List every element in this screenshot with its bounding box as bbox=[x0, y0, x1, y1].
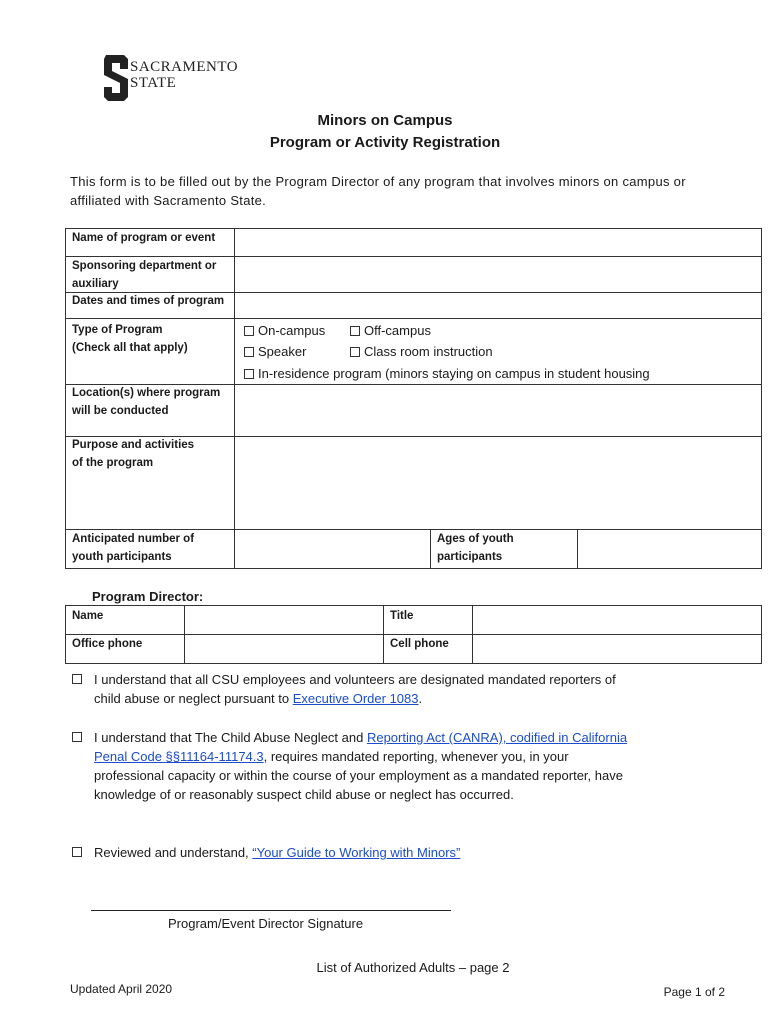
cell-phone-label: Cell phone bbox=[390, 638, 449, 650]
on-campus-label: On-campus bbox=[258, 323, 326, 338]
type-label bbox=[72, 322, 188, 357]
speaker-checkbox[interactable] bbox=[244, 347, 254, 357]
updated-date: Updated April 2020 bbox=[70, 982, 173, 996]
speaker-option[interactable] bbox=[244, 344, 306, 359]
classroom-checkbox[interactable] bbox=[350, 347, 360, 357]
next-page-note: List of Authorized Adults – page 2 bbox=[316, 960, 510, 975]
type-label-line-1: Type of Program bbox=[72, 324, 163, 336]
type-label-line-2: (Check all that apply) bbox=[72, 341, 188, 354]
in-residence-checkbox[interactable] bbox=[244, 369, 254, 379]
program-name-label: Name of program or event bbox=[72, 232, 216, 244]
classroom-option[interactable] bbox=[350, 344, 493, 359]
signature-line[interactable] bbox=[91, 910, 451, 911]
off-campus-checkbox[interactable] bbox=[350, 326, 360, 336]
speaker-label: Speaker bbox=[258, 344, 307, 359]
purpose-input[interactable] bbox=[236, 437, 760, 528]
ack-guide bbox=[72, 843, 632, 862]
ack-canra-checkbox[interactable] bbox=[72, 732, 82, 742]
ack-canra bbox=[72, 728, 632, 804]
director-name-label: Name bbox=[72, 610, 104, 622]
guide-link[interactable]: “Your Guide to Working with Minors” bbox=[252, 845, 461, 860]
in-residence-label: In-residence program (minors staying on campus in student housing bbox=[258, 366, 650, 381]
logo-line-1: SACRAMENTO bbox=[130, 59, 239, 75]
form-title: Minors on Campus bbox=[317, 112, 453, 129]
program-name-input[interactable] bbox=[236, 229, 760, 255]
ack-guide-checkbox[interactable] bbox=[72, 847, 82, 857]
location-label: Location(s) where program will be conducted bbox=[72, 387, 221, 417]
off-campus-option[interactable] bbox=[350, 323, 431, 338]
canra-link[interactable]: Reporting Act (CANRA), codified in California Penal Code §§11164-11174.3 bbox=[94, 730, 628, 764]
on-campus-option[interactable] bbox=[244, 323, 325, 338]
ack2-after: , requires mandated reporting, whenever you, in your professional capacity or within the course of your employment as a mandated reporter, have knowledge of or reasonably suspect child abuse or neglect has occurred. bbox=[94, 749, 623, 802]
location-input[interactable] bbox=[236, 385, 760, 435]
executive-order-link[interactable]: Executive Order 1083 bbox=[292, 691, 419, 706]
dates-label: Dates and times of program bbox=[72, 295, 225, 307]
classroom-label: Class room instruction bbox=[364, 344, 493, 359]
signature-label: Program/Event Director Signature bbox=[168, 916, 364, 931]
form-subtitle: Program or Activity Registration bbox=[269, 134, 501, 151]
director-name-input[interactable] bbox=[186, 606, 382, 633]
cell-phone-input[interactable] bbox=[474, 635, 760, 662]
logo-line-2: STATE bbox=[130, 75, 177, 91]
ack1-after: . bbox=[418, 691, 423, 706]
logo-text bbox=[130, 59, 238, 91]
purpose-label-line-2: of the program bbox=[72, 456, 154, 469]
sponsor-label: Sponsoring department or auxiliary bbox=[72, 260, 217, 290]
dates-input[interactable] bbox=[236, 293, 760, 317]
ack3-text: Reviewed and understand, bbox=[94, 845, 253, 860]
ack2-text: I understand that The Child Abuse Neglect and bbox=[94, 730, 367, 745]
director-title-input[interactable] bbox=[474, 606, 760, 633]
purpose-label bbox=[72, 437, 194, 472]
office-phone-label: Office phone bbox=[72, 638, 143, 650]
anticipated-input[interactable] bbox=[236, 530, 429, 568]
off-campus-label: Off-campus bbox=[364, 323, 431, 338]
sponsor-input[interactable] bbox=[236, 257, 760, 291]
page-number: Page 1 of 2 bbox=[663, 985, 725, 999]
director-heading: Program Director: bbox=[92, 589, 204, 604]
purpose-label-line-1: Purpose and activities bbox=[72, 439, 195, 451]
hornet-s-icon bbox=[102, 53, 132, 103]
office-phone-input[interactable] bbox=[186, 635, 382, 662]
director-title-label: Title bbox=[390, 610, 414, 622]
ack1-text: I understand that all CSU employees and volunteers are designated mandated reporters of child abuse or neglect pursuant to bbox=[94, 672, 616, 706]
ages-input[interactable] bbox=[579, 530, 760, 568]
intro-text: This form is to be filled out by the Program Director of any program that involves minors on campus or affiliated with Sacramento State. bbox=[70, 174, 686, 208]
ack-mandated-reporter-checkbox[interactable] bbox=[72, 674, 82, 684]
anticipated-label: Anticipated number of youth participants bbox=[72, 533, 195, 563]
in-residence-option[interactable] bbox=[244, 366, 650, 381]
ack-mandated-reporter bbox=[72, 670, 632, 708]
on-campus-checkbox[interactable] bbox=[244, 326, 254, 336]
ages-label: Ages of youth participants bbox=[437, 533, 514, 563]
